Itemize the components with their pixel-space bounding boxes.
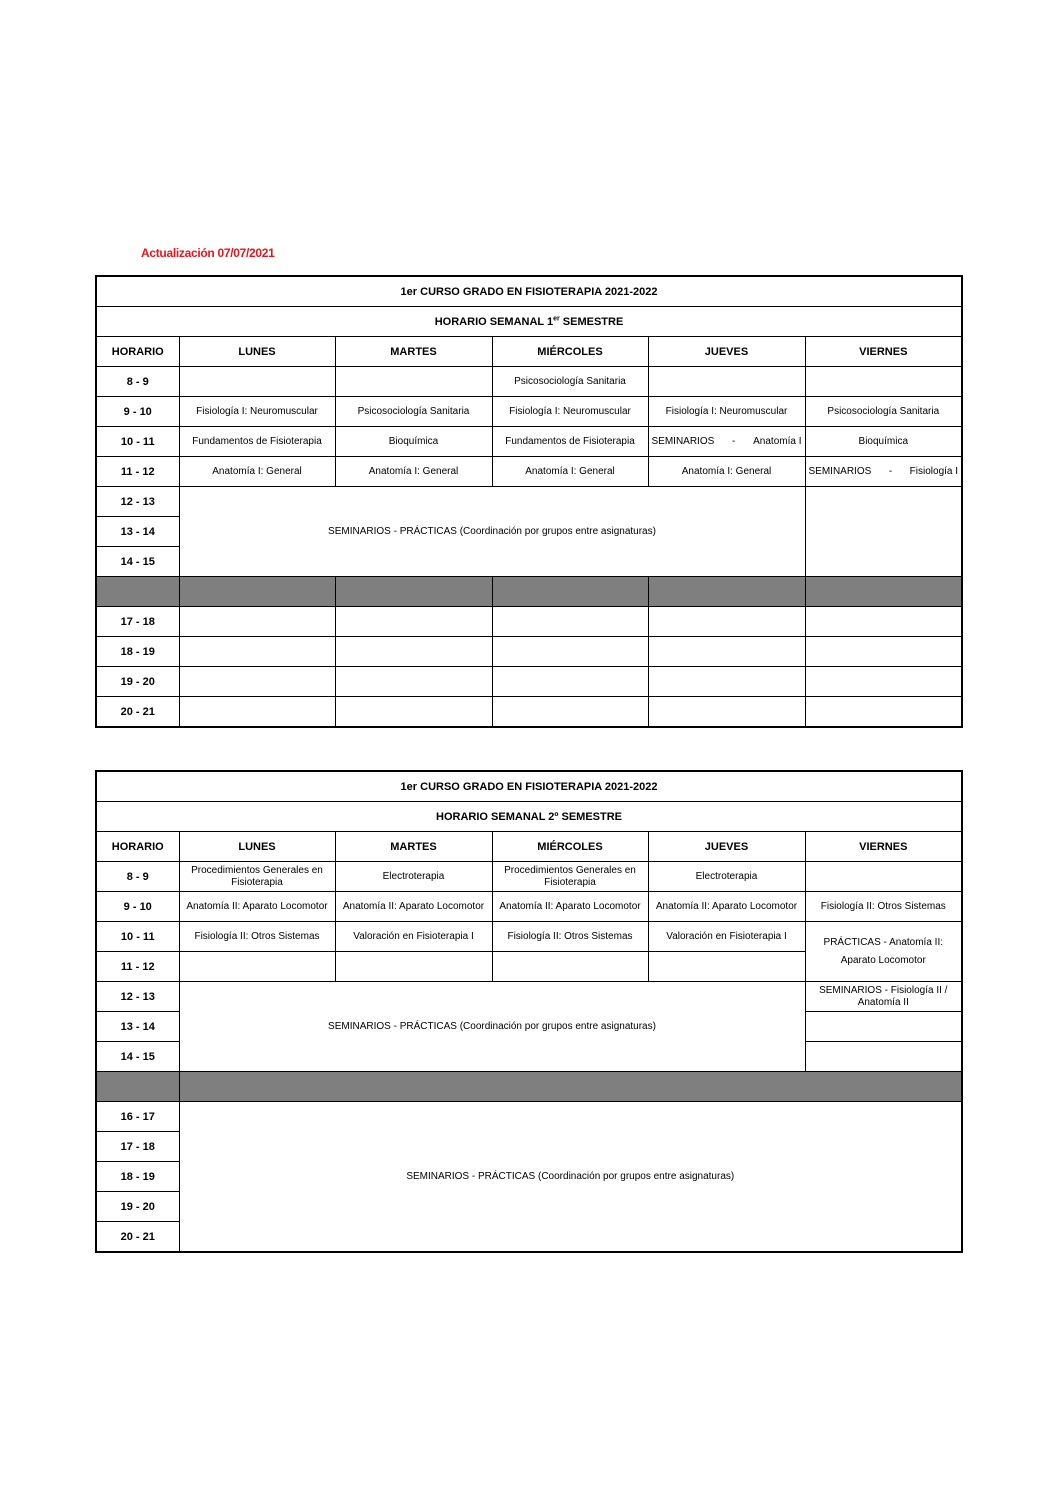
seminar-cell: SEMINARIOS - Fisiología I	[805, 457, 962, 487]
table-subtitle: HORARIO SEMANAL 2º SEMESTRE	[96, 802, 962, 832]
class-cell	[179, 667, 335, 697]
break-row	[335, 577, 492, 607]
class-cell: Bioquímica	[805, 427, 962, 457]
class-cell	[335, 637, 492, 667]
schedule-table-semester-1	[95, 275, 963, 728]
break-row	[179, 1072, 962, 1102]
class-cell	[805, 367, 962, 397]
hour-cell: 18 - 19	[96, 1162, 179, 1192]
class-cell	[805, 1012, 962, 1042]
class-cell	[335, 667, 492, 697]
class-cell	[805, 607, 962, 637]
class-cell	[492, 697, 648, 728]
hour-cell: 19 - 20	[96, 667, 179, 697]
column-header-lunes: LUNES	[179, 337, 335, 367]
class-cell	[492, 607, 648, 637]
hour-cell: 12 - 13	[96, 982, 179, 1012]
class-cell: Psicosociología Sanitaria	[492, 367, 648, 397]
class-cell	[648, 607, 805, 637]
practicas-cell: PRÁCTICAS - Anatomía II: Aparato Locomotor	[805, 922, 962, 982]
class-cell: Fisiología I: Neuromuscular	[179, 397, 335, 427]
class-cell: Anatomía I: General	[335, 457, 492, 487]
seminar-block: SEMINARIOS - PRÁCTICAS (Coordinación por grupos entre asignaturas)	[179, 982, 805, 1072]
seminar-cell: SEMINARIOS - Fisiología II / Anatomía II	[805, 982, 962, 1012]
class-cell: Fundamentos de Fisioterapia	[492, 427, 648, 457]
class-cell: Fisiología II: Otros Sistemas	[492, 922, 648, 952]
hour-cell: 10 - 11	[96, 427, 179, 457]
class-cell: Anatomía I: General	[492, 457, 648, 487]
table-subtitle: HORARIO SEMANAL 1er SEMESTRE	[96, 307, 962, 337]
class-cell	[179, 952, 335, 982]
hour-cell: 11 - 12	[96, 952, 179, 982]
class-cell: Electroterapia	[335, 862, 492, 892]
hour-cell: 13 - 14	[96, 517, 179, 547]
hour-cell: 16 - 17	[96, 1102, 179, 1132]
column-header-viernes: VIERNES	[805, 832, 962, 862]
class-cell	[179, 697, 335, 728]
class-cell	[335, 367, 492, 397]
class-cell: Fisiología II: Otros Sistemas	[179, 922, 335, 952]
class-cell: Anatomía I: General	[179, 457, 335, 487]
class-cell	[335, 607, 492, 637]
class-cell	[805, 637, 962, 667]
hour-cell: 17 - 18	[96, 1132, 179, 1162]
class-cell	[805, 862, 962, 892]
seminar-cell: SEMINARIOS - Anatomía I	[648, 427, 805, 457]
class-cell: Electroterapia	[648, 862, 805, 892]
class-cell	[179, 367, 335, 397]
column-header-jueves: JUEVES	[648, 832, 805, 862]
hour-cell: 18 - 19	[96, 637, 179, 667]
hour-cell: 13 - 14	[96, 1012, 179, 1042]
table-title: 1er CURSO GRADO EN FISIOTERAPIA 2021-2022	[96, 771, 962, 802]
column-header-viernes: VIERNES	[805, 337, 962, 367]
class-cell	[648, 637, 805, 667]
hour-cell: 9 - 10	[96, 397, 179, 427]
break-row	[96, 577, 179, 607]
class-cell: Procedimientos Generales en Fisioterapia	[179, 862, 335, 892]
column-header-jueves: JUEVES	[648, 337, 805, 367]
class-cell	[805, 487, 962, 577]
class-cell	[179, 637, 335, 667]
hour-cell: 14 - 15	[96, 1042, 179, 1072]
hour-cell: 11 - 12	[96, 457, 179, 487]
class-cell	[805, 1042, 962, 1072]
break-row	[96, 1072, 179, 1102]
class-cell: Fisiología II: Otros Sistemas	[805, 892, 962, 922]
class-cell: Anatomía I: General	[648, 457, 805, 487]
hour-cell: 12 - 13	[96, 487, 179, 517]
class-cell: Anatomía II: Aparato Locomotor	[179, 892, 335, 922]
schedule-table-semester-2	[95, 770, 963, 1253]
class-cell	[179, 607, 335, 637]
class-cell	[492, 637, 648, 667]
class-cell	[648, 697, 805, 728]
break-row	[805, 577, 962, 607]
class-cell	[492, 952, 648, 982]
class-cell	[805, 697, 962, 728]
class-cell	[648, 367, 805, 397]
hour-cell: 20 - 21	[96, 697, 179, 728]
seminar-block: SEMINARIOS - PRÁCTICAS (Coordinación por grupos entre asignaturas)	[179, 487, 805, 577]
update-note: Actualización 07/07/2021	[141, 246, 275, 260]
hour-cell: 8 - 9	[96, 367, 179, 397]
hour-cell: 9 - 10	[96, 892, 179, 922]
class-cell: Fisiología I: Neuromuscular	[648, 397, 805, 427]
column-header-horario: HORARIO	[96, 337, 179, 367]
seminar-block-afternoon: SEMINARIOS - PRÁCTICAS (Coordinación por grupos entre asignaturas)	[179, 1102, 962, 1253]
break-row	[648, 577, 805, 607]
column-header-lunes: LUNES	[179, 832, 335, 862]
class-cell	[335, 952, 492, 982]
class-cell	[648, 667, 805, 697]
hour-cell: 10 - 11	[96, 922, 179, 952]
hour-cell: 8 - 9	[96, 862, 179, 892]
class-cell: Anatomía II: Aparato Locomotor	[492, 892, 648, 922]
class-cell	[648, 952, 805, 982]
class-cell: Fisiología I: Neuromuscular	[492, 397, 648, 427]
break-row	[492, 577, 648, 607]
column-header-horario: HORARIO	[96, 832, 179, 862]
class-cell: Anatomía II: Aparato Locomotor	[335, 892, 492, 922]
hour-cell: 17 - 18	[96, 607, 179, 637]
class-cell: Anatomía II: Aparato Locomotor	[648, 892, 805, 922]
column-header-martes: MARTES	[335, 337, 492, 367]
hour-cell: 20 - 21	[96, 1222, 179, 1253]
column-header-martes: MARTES	[335, 832, 492, 862]
class-cell	[335, 697, 492, 728]
class-cell: Fundamentos de Fisioterapia	[179, 427, 335, 457]
break-row	[179, 577, 335, 607]
class-cell: Psicosociología Sanitaria	[805, 397, 962, 427]
column-header-miercoles: MIÉRCOLES	[492, 832, 648, 862]
class-cell: Psicosociología Sanitaria	[335, 397, 492, 427]
hour-cell: 14 - 15	[96, 547, 179, 577]
class-cell	[492, 667, 648, 697]
class-cell: Procedimientos Generales en Fisioterapia	[492, 862, 648, 892]
column-header-miercoles: MIÉRCOLES	[492, 337, 648, 367]
class-cell: Valoración en Fisioterapia I	[335, 922, 492, 952]
class-cell: Bioquímica	[335, 427, 492, 457]
hour-cell: 19 - 20	[96, 1192, 179, 1222]
class-cell	[805, 667, 962, 697]
class-cell: Valoración en Fisioterapia I	[648, 922, 805, 952]
table-title: 1er CURSO GRADO EN FISIOTERAPIA 2021-2022	[96, 276, 962, 307]
